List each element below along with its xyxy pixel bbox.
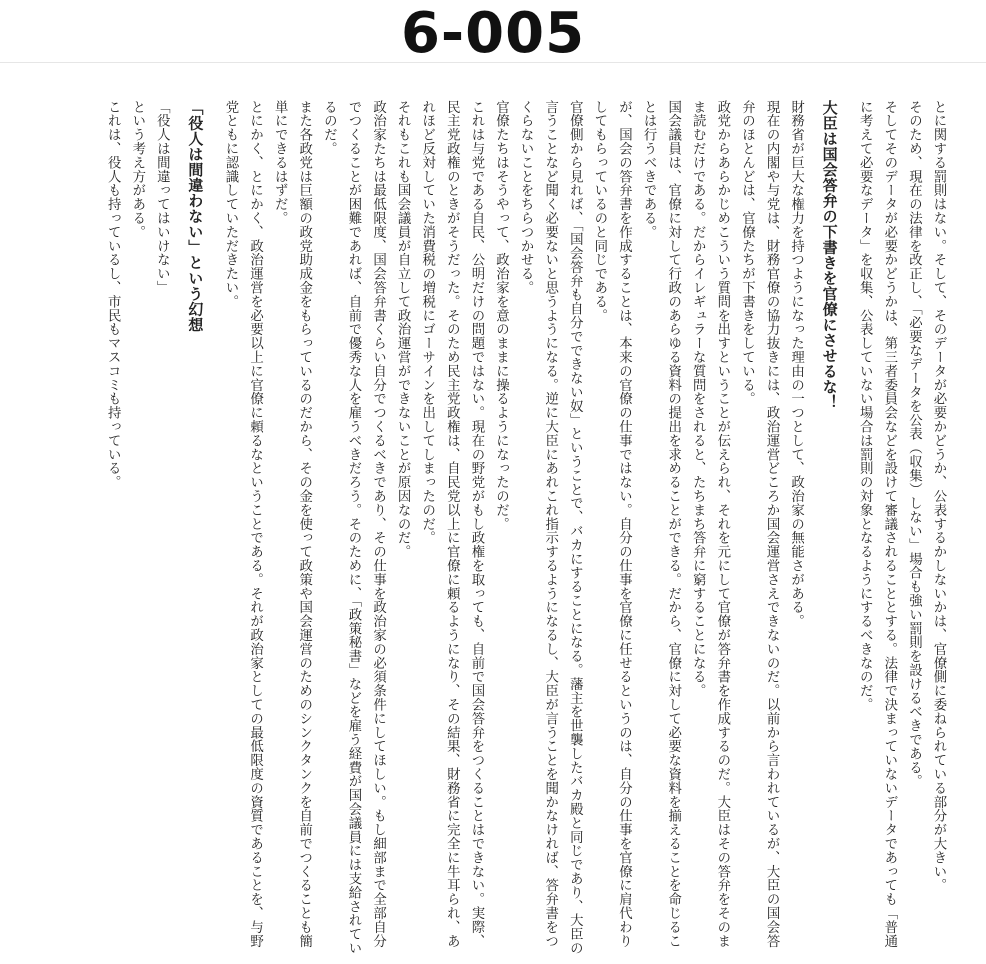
- paragraph: それもこれも国会議員が自立して政治運営ができないことが原因なのだ。: [395, 100, 411, 559]
- page-header: [0, 0, 986, 66]
- paragraph: 政党からあらかじめこういう質問を出すということが伝えられ、それを元にして官僚が答弁書を作成するのだ。大臣はその答弁をそのまま読むだけである。だからイレギュラーな質問をされると、たちまち答弁に窮することになる。: [690, 100, 730, 948]
- section-heading: 大臣は国会答弁の下書きを官僚にさせるな！: [820, 100, 839, 410]
- paragraph: 政治家たちは最低限度、国会答弁書くらい自分でつくるべきであり、その仕事を政治家の必須条件にしてほしい。もし細部まで全部自分でつくることが困難であれば、自前で優秀な人を雇うべきだろう。そのために、「政策秘書」などを雇う経費が国会議員には支給されているのだ。: [321, 100, 386, 956]
- section-heading: 「役人は間違わない」という幻想: [186, 100, 205, 333]
- paragraph: 官僚側から見れば、「国会答弁も自分でできない奴」ということで、バカにすることになる。藩主を世襲したバカ殿と同じであり、大臣の言うことなど聞く必要ないと思うようになる。逆に大臣にあれこれ指示するようになるし、大臣が言うことを聞かなければ、答弁書をつくらないことをちらつかせる。: [518, 100, 583, 956]
- paragraph: 財務省が巨大な権力を持つようになった理由の一つとして、政治家の無能さがある。: [788, 100, 804, 629]
- paragraph: そのため、現在の法律を改正し、「必要なデータを公表（収集）しない」場合も強い罰則を設けるべきである。: [906, 100, 922, 789]
- paragraph: とに関する罰則はない。そして、そのデータが必要かどうか、公表するかしないかは、官僚側に委ねられている部分が大きい。: [931, 100, 946, 893]
- paragraph: が、国会の答弁書を作成することは、本来の官僚の仕事ではない。自分の仕事を官僚に任せるというのは、自分の仕事を官僚に肩代わりしてもらっているのと同じである。: [591, 100, 632, 948]
- paragraph: という考え方がある。: [129, 100, 145, 239]
- paragraph: また各政党は巨額の政党助成金をもらっているのだから、その金を使って政策や国会運営のためのシンクタンクを自前でつくることも簡単にできるはずだ。: [272, 100, 312, 948]
- paragraph: 国会議員は、官僚に対して行政のあらゆる資料の提出を求めることができる。だから、官僚に対して必要な資料を揃えることを命じることは行うべきである。: [641, 100, 681, 948]
- paragraph: これは、役人も持っているし、市民もマスコミも持っている。: [105, 100, 121, 490]
- page-number: 6-005: [400, 1, 586, 66]
- paragraph: そしてそのデータが必要かどうかは、第三者委員会などを設けて審議されることとする。法律で決まっていないデータであっても「普通に考えて必要なデータ」を収集、公表していない場合は罰則の対象となるようにするべきなのだ。: [857, 100, 897, 948]
- paragraph: 現在の内閣や与党は、財務官僚の協力抜きには、政治運営どころか国会運営さえできないのだ。以前から言われているが、大臣の国会答弁のほとんどは、官僚たちが下書きをしている。: [739, 100, 780, 948]
- paragraph: 「役人は間違ってはいけない」: [154, 100, 170, 295]
- paragraph: とにかく、とにかく、政治運営を必要以上に官僚に頼るなということである。それが政治家としての最低限度の資質であることを、与野党ともに認識していただきたい。: [222, 100, 263, 948]
- paragraph: 官僚たちはそうやって、政治家を意のままに操るようになったのだ。: [493, 100, 509, 531]
- article-body: [30, 100, 950, 958]
- paragraph: これは与党である自民、公明だけの問題ではない。現在の野党がもし政権を取っても、自前で国会答弁をつくることはできない。実際、民主党政権のときがそうだった。そのため民主党政権は、自民党以上に官僚に頼るようになり、その結果、財務省に完全に牛耳られ、あれほど反対していた消費税の増税にゴーサインを出してしまったのだ。: [419, 100, 484, 948]
